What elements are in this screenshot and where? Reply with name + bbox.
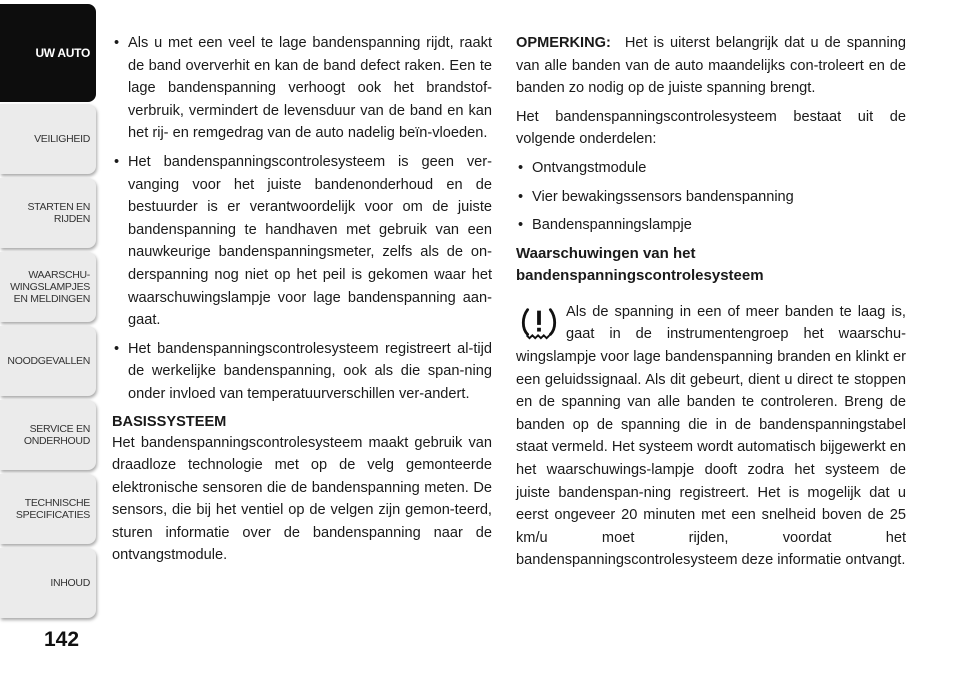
note-paragraph <box>516 32 906 100</box>
heading-line: Waarschuwingen van het <box>516 244 696 262</box>
components-list <box>516 157 906 237</box>
list-item: • Het bandenspanningscontrolesysteem is geen ver-vanging voor het juiste bandenonderhoud en de bestuurder is er verantwoordelijk voor om de juiste bandenspanning te handhaven met gebruik van een nauwkeurige bandenspanningsmeter, zelfs als de on-derspanning nog niet op het peil is gekomen waar het waarschuwingslampje voor lage bandenspanning aan-gaat. <box>112 151 492 332</box>
note-label: OPMERKING: <box>516 35 611 51</box>
note-text: Het is uiterst belangrijk dat u de spanning van alle banden van de auto maandelijks con-troleert en de banden zo nodig op de juiste spanning brengt. <box>516 35 906 97</box>
tire-pressure-warning-icon <box>520 303 558 343</box>
list-item: • Ontvangstmodule <box>516 157 906 180</box>
components-intro: Het bandenspanningscontrolesysteem bestaat uit de volgende onderdelen: <box>516 108 906 148</box>
tab-service-en-onderhoud[interactable]: SERVICE EN ONDERHOUD <box>0 400 96 470</box>
warning-paragraph: Als de spanning in een of meer banden te laag is, gaat in de instrumentengroep het waarschu-wingslampje voor lage bandenspanning branden en klinkt er een geluidssignaal. Als dit gebeurt, dient u direct te stoppen en de spanning van alle banden te controleren. Breng de banden op de spanning die in de bandenspanningstabel staat vermeld. Het systeem wordt automatisch bijgewerkt en het waarschuwings-lampje dooft zodra het systeem de juiste bandenspan-ning registreert. Het is mogelijk dat u eerst ongeveer 20 minuten met een snelheid boven de 25 km/u moet rijden, voordat het bandenspanningscontrolesysteem deze informatie ontvangt. <box>516 303 906 569</box>
section-heading-warnings <box>516 243 906 287</box>
section-heading-basissysteem: BASISSYSTEEM <box>112 413 227 430</box>
list-item: • Als u met een veel te lage bandenspanning rijdt, raakt de band oververhit en kan de band defect raken. Een te lage bandenspanning verhoogt ook het brandstof-verbruik, vermindert de levensduur van de band en kan het rij- en remgedrag van de auto nadelig beïn-vloeden. <box>112 32 492 145</box>
basissysteem-paragraph: Het bandenspanningscontrolesysteem maakt gebruik van draadloze technologie met op de velg gemonteerde elektronische sensoren die de bandenspanning meten. De sensors, die bij het ventiel op de velgen zijn gemon-teerd, sturen informatie over de bandenspanning naar de ontvangstmodule. <box>112 434 492 564</box>
page-number: 142 <box>44 628 80 651</box>
right-column <box>516 32 906 578</box>
tab-waarschuwingslampjes[interactable]: WAARSCHU- WINGSLAMPJES EN MELDINGEN <box>0 252 96 322</box>
tab-veiligheid[interactable]: VEILIGHEID <box>0 104 96 174</box>
chapter-sidebar <box>0 0 98 630</box>
tab-uw-auto[interactable]: UW AUTO <box>0 4 96 102</box>
tab-technische-specificaties[interactable]: TECHNISCHE SPECIFICATIES <box>0 474 96 544</box>
warning-bullet-list <box>112 32 492 406</box>
heading-line: bandenspanningscontrolesysteem <box>516 266 764 284</box>
left-column <box>112 32 492 573</box>
list-item: • Het bandenspanningscontrolesysteem registreert al-tijd de werkelijke bandenspanning, ook als die span-ning onder invloed van temperatuurverschillen ver-andert. <box>112 338 492 406</box>
tire-pressure-warning-block <box>516 301 906 572</box>
tab-noodgevallen[interactable]: NOODGEVALLEN <box>0 326 96 396</box>
tab-starten-en-rijden[interactable]: STARTEN EN RIJDEN <box>0 178 96 248</box>
list-item: • Bandenspanningslampje <box>516 214 906 237</box>
list-item: • Vier bewakingssensors bandenspanning <box>516 186 906 209</box>
tab-inhoud[interactable]: INHOUD <box>0 548 96 618</box>
